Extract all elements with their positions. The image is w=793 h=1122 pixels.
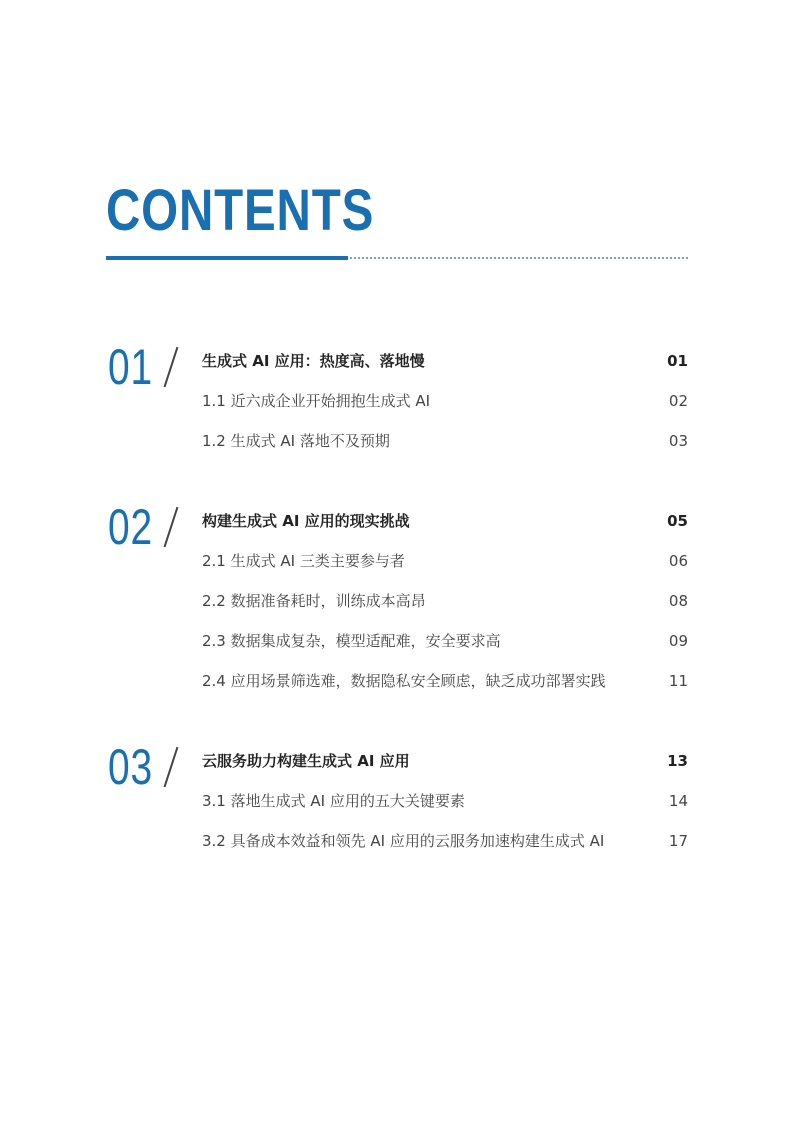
toc-entry-label: 2.3 数据集成复杂，模型适配难，安全要求高: [202, 632, 501, 650]
toc-page-number: 14: [668, 792, 688, 810]
toc-entry[interactable]: [202, 790, 688, 812]
toc-entry[interactable]: [202, 590, 688, 612]
toc-entry-label: 3.1 落地生成式 AI 应用的五大关键要素: [202, 792, 465, 810]
toc-entry[interactable]: [202, 670, 688, 692]
toc-entry-label: 1.2 生成式 AI 落地不及预期: [202, 432, 390, 450]
toc-page-number: 08: [668, 592, 688, 610]
toc-entry-label: 2.1 生成式 AI 三类主要参与者: [202, 552, 405, 570]
slash-divider: [164, 347, 178, 387]
toc-heading-label: 构建生成式 AI 应用的现实挑战: [202, 512, 410, 530]
toc-entry-label: 2.4 应用场景筛选难，数据隐私安全顾虑，缺乏成功部署实践: [202, 672, 606, 690]
title-underline: [106, 256, 348, 260]
title-dotted-rule: [350, 257, 688, 259]
toc-page-number: 11: [668, 672, 688, 690]
slash-divider: [164, 747, 178, 787]
toc-heading-label: 生成式 AI 应用：热度高、落地慢: [202, 352, 425, 370]
toc-entry[interactable]: [202, 550, 688, 572]
toc-page-number: 13: [667, 752, 688, 770]
toc-page-number: 02: [668, 392, 688, 410]
toc-page-number: 03: [668, 432, 688, 450]
toc-page-number: 09: [668, 632, 688, 650]
toc-entry[interactable]: [202, 390, 688, 412]
toc-entry[interactable]: [202, 630, 688, 652]
section-number: 02: [108, 499, 153, 555]
section-number: 03: [108, 739, 153, 795]
toc-page-number: 05: [667, 512, 688, 530]
toc-entry[interactable]: [202, 830, 688, 852]
slash-divider: [164, 507, 178, 547]
toc-heading-entry[interactable]: [202, 350, 688, 372]
toc-entry-label: 3.2 具备成本效益和领先 AI 应用的云服务加速构建生成式 AI: [202, 832, 605, 850]
section-number: 01: [108, 339, 153, 395]
toc-heading-entry[interactable]: [202, 750, 688, 772]
toc-entry-label: 1.1 近六成企业开始拥抱生成式 AI: [202, 392, 431, 410]
toc-page-number: 01: [667, 352, 688, 370]
toc-entry[interactable]: [202, 430, 688, 452]
toc-entry-label: 2.2 数据准备耗时，训练成本高昂: [202, 592, 426, 610]
page-title: CONTENTS: [106, 178, 375, 243]
toc-page-number: 17: [668, 832, 688, 850]
toc-heading-label: 云服务助力构建生成式 AI 应用: [202, 752, 410, 770]
toc-heading-entry[interactable]: [202, 510, 688, 532]
toc-page-number: 06: [668, 552, 688, 570]
